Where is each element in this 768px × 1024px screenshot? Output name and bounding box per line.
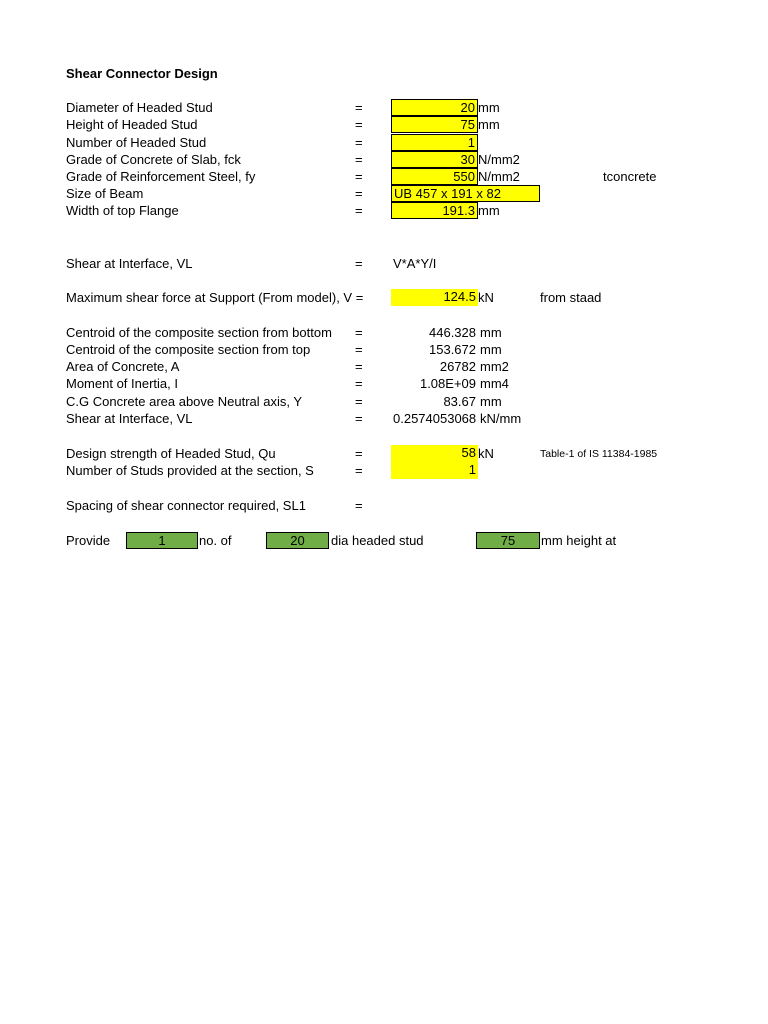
vl2-label: Shear at Interface, VL bbox=[66, 411, 193, 426]
equals-sign: = bbox=[355, 498, 363, 513]
equals-sign: = bbox=[355, 152, 363, 167]
provide-no-of: no. of bbox=[199, 533, 232, 548]
vl2-unit: kN/mm bbox=[480, 411, 522, 426]
flange-input-cell[interactable]: 191.3 bbox=[391, 202, 478, 219]
height-unit: mm bbox=[478, 117, 500, 132]
height-input-cell[interactable]: 75 bbox=[391, 116, 478, 133]
inertia-value: 1.08E+09 bbox=[419, 376, 476, 391]
cg-label: C.G Concrete area above Neutral axis, Y bbox=[66, 394, 303, 409]
fy-input-cell[interactable]: 550 bbox=[391, 168, 478, 185]
v-note: from staad bbox=[540, 290, 602, 305]
equals-sign: = bbox=[355, 342, 363, 357]
qu-unit: kN bbox=[478, 446, 494, 461]
ctop-label: Centroid of the composite section from top bbox=[66, 342, 311, 357]
vl-label: Shear at Interface, VL bbox=[66, 256, 193, 271]
s-input-cell[interactable]: 1 bbox=[391, 462, 478, 479]
diameter-label: Diameter of Headed Stud bbox=[66, 100, 213, 115]
equals-sign: = bbox=[355, 256, 363, 271]
equals-sign: = bbox=[355, 169, 363, 184]
provide-dia-cell[interactable]: 20 bbox=[266, 532, 329, 549]
area-unit: mm2 bbox=[480, 359, 509, 374]
flange-unit: mm bbox=[478, 203, 500, 218]
inertia-unit: mm4 bbox=[480, 376, 509, 391]
vl2-value: 0.2574053068 bbox=[393, 411, 477, 426]
cg-unit: mm bbox=[480, 394, 502, 409]
equals-sign: = bbox=[355, 325, 363, 340]
vl-formula: V*A*Y/I bbox=[393, 256, 437, 271]
cbottom-value: 446.328 bbox=[429, 325, 476, 340]
equals-sign: = bbox=[355, 186, 363, 201]
sl1-label: Spacing of shear connector required, SL1 bbox=[66, 498, 306, 513]
qu-input-cell[interactable]: 58 bbox=[391, 445, 478, 462]
sheet-title: Shear Connector Design bbox=[66, 66, 218, 81]
cbottom-label: Centroid of the composite section from bottom bbox=[66, 325, 332, 340]
height-label: Height of Headed Stud bbox=[66, 117, 198, 132]
equals-sign: = bbox=[355, 376, 363, 391]
equals-sign: = bbox=[355, 446, 363, 461]
equals-sign: = bbox=[355, 394, 363, 409]
beam-label: Size of Beam bbox=[66, 186, 144, 201]
cbottom-unit: mm bbox=[480, 325, 502, 340]
beam-input-cell[interactable]: UB 457 x 191 x 82 bbox=[391, 185, 540, 202]
equals-sign: = bbox=[355, 135, 363, 150]
diameter-input-cell[interactable]: 20 bbox=[391, 99, 478, 116]
provide-label: Provide bbox=[66, 533, 111, 548]
fy-label: Grade of Reinforcement Steel, fy bbox=[66, 169, 256, 184]
provide-height-cell[interactable]: 75 bbox=[476, 532, 540, 549]
equals-sign: = bbox=[355, 463, 363, 478]
fck-unit: N/mm2 bbox=[478, 152, 520, 167]
equals-sign: = bbox=[355, 411, 363, 426]
diameter-unit: mm bbox=[478, 100, 500, 115]
s-label: Number of Studs provided at the section, S bbox=[66, 463, 314, 478]
v-label: Maximum shear force at Support (From model), V = bbox=[66, 290, 364, 305]
fy-note: tconcrete bbox=[603, 169, 657, 184]
fck-label: Grade of Concrete of Slab, fck bbox=[66, 152, 241, 167]
qu-note: Table-1 of IS 11384-1985 bbox=[540, 448, 658, 460]
v-input-cell[interactable]: 124.5 bbox=[391, 289, 478, 306]
provide-count-cell[interactable]: 1 bbox=[126, 532, 198, 549]
cg-value: 83.67 bbox=[443, 394, 476, 409]
equals-sign: = bbox=[355, 203, 363, 218]
ctop-unit: mm bbox=[480, 342, 502, 357]
ctop-value: 153.672 bbox=[429, 342, 476, 357]
fck-input-cell[interactable]: 30 bbox=[391, 151, 478, 168]
provide-dia-text: dia headed stud bbox=[331, 533, 424, 548]
fy-unit: N/mm2 bbox=[478, 169, 520, 184]
equals-sign: = bbox=[355, 359, 363, 374]
inertia-label: Moment of Inertia, I bbox=[66, 376, 178, 391]
flange-label: Width of top Flange bbox=[66, 203, 179, 218]
equals-sign: = bbox=[355, 100, 363, 115]
number-input-cell[interactable]: 1 bbox=[391, 134, 478, 151]
area-label: Area of Concrete, A bbox=[66, 359, 180, 374]
qu-label: Design strength of Headed Stud, Qu bbox=[66, 446, 276, 461]
v-unit: kN bbox=[478, 290, 494, 305]
number-label: Number of Headed Stud bbox=[66, 135, 207, 150]
equals-sign: = bbox=[355, 117, 363, 132]
provide-height-text: mm height at bbox=[541, 533, 617, 548]
area-value: 26782 bbox=[439, 359, 476, 374]
